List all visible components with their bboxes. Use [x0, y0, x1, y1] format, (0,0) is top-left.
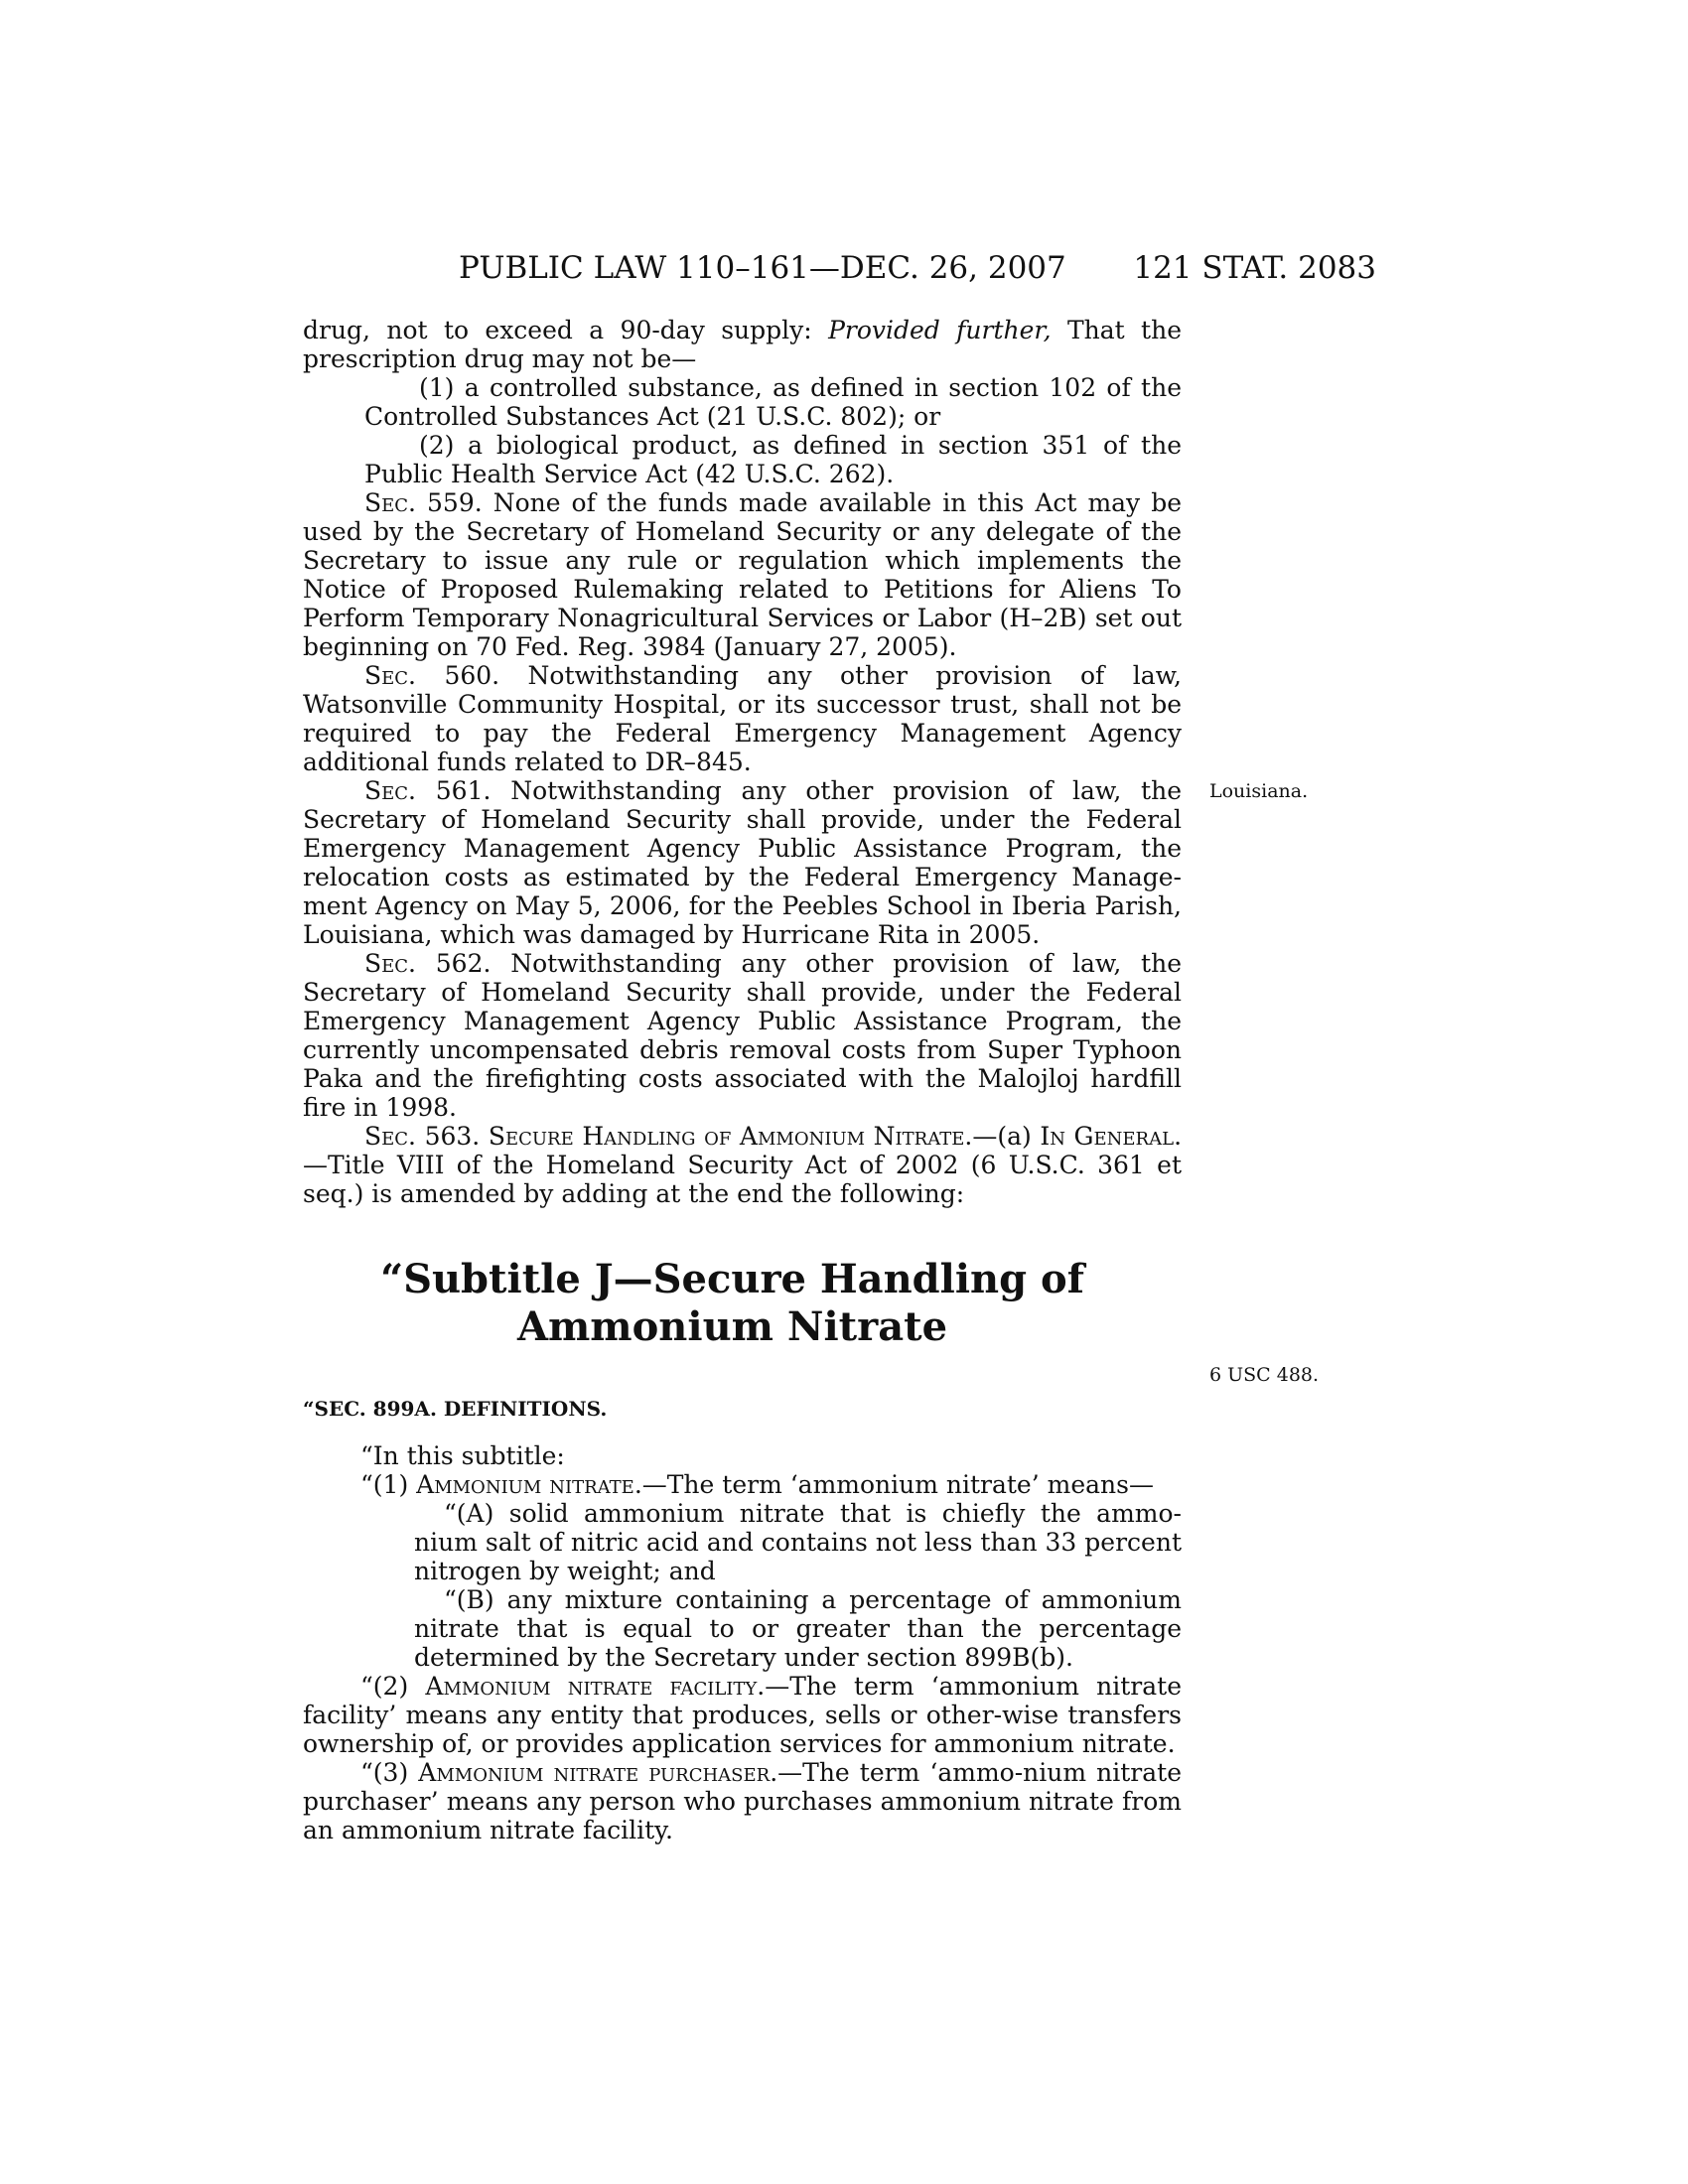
definition-1: “(1) Ammonium nitrate.—The term ‘ammonium nitrate’ means— [360, 1470, 1154, 1499]
section-560: Sec. 560. Notwithstanding any other provision of law, Watsonville Community Hospital, or its successor trust, shall not be required to pay the Federal Emergency Management Agency additional funds related to DR–845. [303, 661, 1182, 776]
subtitle-heading: “Subtitle J—Secure Handling of Ammonium Nitrate [380, 1256, 1084, 1350]
list-item: (2) a biological product, as defined in section 351 of the Public Health Service Act (42 U.S.C. 262). [364, 431, 1182, 488]
section-561: Sec. 561. Notwithstanding any other provision of law, the Secretary of Homeland Security shall provide, under the Federal Emergency Management Agency Public Assistance Program, the relocation costs as estimated by the Federal Emergency Manage-ment Agency on May 5, 2006, for the Peebles School in Iberia Parish, Louisiana, which was damaged by Hurricane Rita in 2005. [303, 776, 1182, 949]
section-563: Sec. 563. Secure Handling of Ammonium Nitrate.—(a) In General.—Title VIII of the Homeland Security Act of 2002 (6 U.S.C. 361 et seq.) is amended by adding at the end the following: [303, 1122, 1183, 1208]
definition-1b: “(B) any mixture containing a percentage of ammonium nitrate that is equal to or greater than the percentage determined by the Secretary under section 899B(b). [414, 1585, 1182, 1672]
running-header-left: PUBLIC LAW 110–161—DEC. 26, 2007 [459, 250, 1066, 286]
provided-further: Provided further, [828, 316, 1052, 344]
document-body [303, 316, 1182, 1844]
list-item: (1) a controlled substance, as defined in section 102 of the Controlled Substances Act (21 U.S.C. 802); or [364, 373, 1182, 431]
margin-note-usc: 6 USC 488. [1209, 1364, 1320, 1386]
section-heading-899a: “SEC. 899A. DEFINITIONS. [303, 1397, 608, 1421]
definition-2: “(2) Ammonium nitrate facility.—The term ‘ammonium nitrate facility’ means any entity that produces, sells or other-wise transfers ownership of, or provides application services for ammonium nitrate. [303, 1672, 1182, 1758]
intro-paragraph: drug, not to exceed a 90-day supply: Provided further, That the prescription drug may not be— [303, 316, 1182, 373]
margin-note-louisiana: Louisiana. [1209, 780, 1309, 802]
in-this-subtitle: “In this subtitle: [360, 1441, 565, 1470]
definition-3: “(3) Ammonium nitrate purchaser.—The term ‘ammo-nium nitrate purchaser’ means any person who purchases ammonium nitrate from an ammonium nitrate facility. [303, 1758, 1182, 1844]
section-559: Sec. 559. None of the funds made available in this Act may be used by the Secretary of Homeland Security or any delegate of the Secretary to issue any rule or regulation which implements the Notice of Proposed Rulemaking related to Petitions for Aliens To Perform Temporary Nonagricultural Services or Labor (H–2B) set out beginning on 70 Fed. Reg. 3984 (January 27, 2005). [303, 488, 1182, 661]
definition-1a: “(A) solid ammonium nitrate that is chiefly the ammo-nium salt of nitric acid and contains not less than 33 percent nitrogen by weight; and [414, 1499, 1182, 1585]
section-562: Sec. 562. Notwithstanding any other provision of law, the Secretary of Homeland Security shall provide, under the Federal Emergency Management Agency Public Assistance Program, the currently uncompensated debris removal costs from Super Typhoon Paka and the firefighting costs associated with the Malojloj hardfill fire in 1998. [303, 949, 1182, 1122]
running-header-page-number: 121 STAT. 2083 [1133, 250, 1376, 286]
